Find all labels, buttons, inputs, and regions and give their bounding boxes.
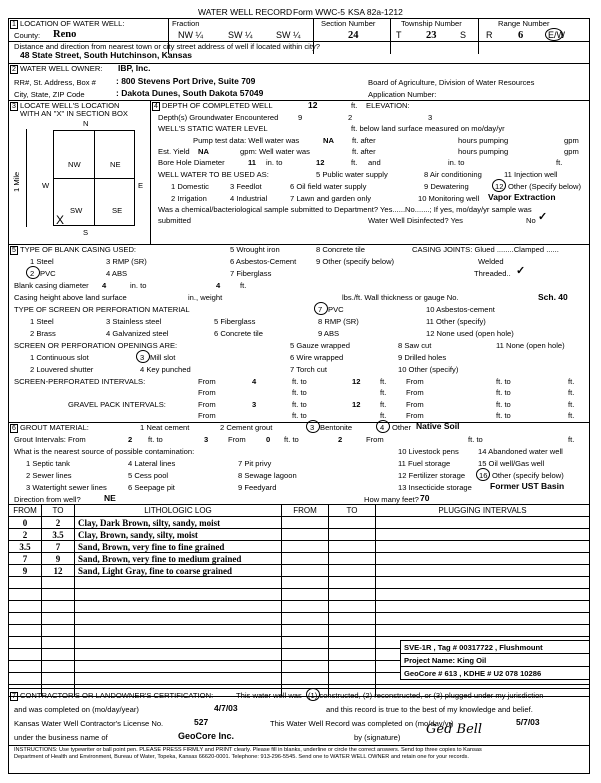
casing-9: 9 Other (specify below) <box>316 257 395 266</box>
grout-4-value: Native Soil <box>416 421 460 431</box>
street-value: : 800 Stevens Port Drive, Suite 709 <box>116 76 256 86</box>
screen-1: 1 Steel <box>30 317 54 326</box>
quarter-3: SW ¼ <box>276 30 301 40</box>
grout-4: Other <box>392 423 411 432</box>
bore-ft-2: ft. <box>556 158 563 167</box>
spi-to-label-2: ft. to <box>496 377 511 386</box>
certification-options: (1) constructed, (2) reconstructed, or (3) plugged under my jurisdiction <box>308 691 544 700</box>
row-description: Sand, Brown, very fine to fine grained <box>75 541 282 553</box>
contam-8: 8 Sewage lagoon <box>238 471 297 480</box>
contam-4: 4 Lateral lines <box>128 459 176 468</box>
spi-from-label-3: From <box>198 388 216 397</box>
table-row <box>9 577 590 589</box>
yield-na: NA <box>198 147 209 156</box>
section-4-number: 4 <box>154 103 158 110</box>
bore-value: 11 <box>248 158 257 167</box>
static-note: ft. below land surface measured on mo/day/yr <box>351 124 505 133</box>
range-label: Range Number <box>498 19 550 28</box>
street-label: RR#, St. Address, Box # <box>14 78 96 87</box>
static-label: WELL'S STATIC WATER LEVEL <box>158 124 268 133</box>
grout-3: Bentonite <box>320 423 353 432</box>
quadrant-se: SE <box>112 206 123 215</box>
screen-label: TYPE OF SCREEN OR PERFORATION MATERIAL <box>14 305 190 314</box>
distance-label: Distance and direction from nearest town or city street address of well if located within city? <box>14 42 320 51</box>
table-row <box>9 517 590 529</box>
grout-label: GROUT MATERIAL: <box>20 423 89 432</box>
table-row <box>9 553 590 565</box>
screen-7: PVC <box>328 305 344 314</box>
row-to: 7 <box>42 541 75 553</box>
bore-and: and <box>368 158 381 167</box>
contam-1: 1 Septic tank <box>26 459 70 468</box>
gp-to-value: 12 <box>352 400 361 409</box>
grout-ft: ft. <box>568 435 575 444</box>
spi-to-label-3: ft. to <box>292 388 307 397</box>
bore-in-to: in. to <box>266 158 283 167</box>
table-row <box>9 589 590 601</box>
table-row <box>9 613 590 625</box>
contam-10: 10 Livestock pens <box>398 447 459 456</box>
pump-label: Pump test data: Well water was <box>193 136 300 145</box>
grout-2: 2 Cement grout <box>220 423 273 432</box>
gp-to-label-3: ft. to <box>292 411 307 420</box>
grout-1: 1 Neat cement <box>140 423 190 432</box>
quadrant-ne: NE <box>110 160 121 169</box>
bore-to-value: 12 <box>316 158 325 167</box>
yield-hours: hours pumping <box>458 147 509 156</box>
license-label: Kansas Water Well Contractor's License No. <box>14 719 164 728</box>
spi-to-label: ft. to <box>292 377 307 386</box>
row-empty <box>376 517 590 529</box>
gp-from-label-4: From <box>406 411 424 420</box>
opening-8: 8 Saw cut <box>398 341 432 350</box>
spi-ft-3: ft. <box>380 388 387 397</box>
contamination-label: What is the nearest source of possible contamination: <box>14 447 195 456</box>
use-9: 9 Dewatering <box>424 182 469 191</box>
diameter-value: 4 <box>102 281 107 290</box>
casing-threaded: Threaded.. <box>474 269 511 278</box>
township-t: T <box>396 30 402 40</box>
license-value: 527 <box>194 717 209 727</box>
ksa-number: KSA 82a-1212 <box>348 7 403 17</box>
row-from: 0 <box>9 517 42 529</box>
contam-13: 13 Insecticide storage <box>398 483 472 492</box>
contam-15: 15 Oil well/Gas well <box>478 459 545 468</box>
contam-5: 5 Cess pool <box>128 471 169 480</box>
contam-9: 9 Feedyard <box>238 483 277 492</box>
spi-ft-4: ft. <box>568 388 575 397</box>
header-from-2: FROM <box>282 505 329 517</box>
use-5: 5 Public water supply <box>316 170 388 179</box>
row-from: 7 <box>9 553 42 565</box>
table-row <box>9 601 590 613</box>
header-to-2: TO <box>329 505 376 517</box>
row-from: 9 <box>9 565 42 577</box>
row-empty <box>329 541 376 553</box>
locate-label-1: LOCATE WELL'S LOCATION <box>20 101 120 110</box>
grout-3-number: 3 <box>310 423 315 432</box>
gp-to-label-2: ft. to <box>496 400 511 409</box>
application-label: Application Number: <box>368 90 437 99</box>
contam-16: Other (specify below) <box>492 471 564 480</box>
screen-6: 6 Concrete tile <box>214 329 263 338</box>
groundwater-3: 3 <box>428 113 433 122</box>
board-label: Board of Agriculture, Division of Water Resources <box>368 78 535 87</box>
spi-from-value: 4 <box>252 377 257 386</box>
depth-label: DEPTH OF COMPLETED WELL <box>162 101 273 110</box>
row-description: Sand, Brown, very fine to medium grained <box>75 553 282 565</box>
row-to: 2 <box>42 517 75 529</box>
spi-to-label-4: ft. to <box>496 388 511 397</box>
township-s: S <box>460 30 467 40</box>
screen-3: 3 Stainless steel <box>106 317 162 326</box>
opening-11: 11 None (open hole) <box>496 341 565 350</box>
row-from: 3.5 <box>9 541 42 553</box>
casing-2-number: 2 <box>30 269 35 278</box>
use-11: 11 Injection well <box>504 170 558 179</box>
spi-from-label-2: From <box>406 377 424 386</box>
table-row <box>9 565 590 577</box>
contam-14: 14 Abandoned water well <box>478 447 563 456</box>
submitted-label: submitted <box>158 216 191 225</box>
certification-text-1: This water well was <box>236 691 302 700</box>
height-label: Casing height above land surface <box>14 293 127 302</box>
contam-2: 2 Sewer lines <box>26 471 72 480</box>
row-empty <box>376 541 590 553</box>
section-6-number: 6 <box>12 425 16 432</box>
spi-from-label-4: From <box>406 388 424 397</box>
pump-after: ft. after <box>352 136 376 145</box>
yield-after: ft. after <box>352 147 376 156</box>
well-location-x: X <box>56 213 65 227</box>
row-from: 2 <box>9 529 42 541</box>
opening-1: 1 Continuous slot <box>30 353 89 362</box>
elevation-label: ELEVATION: <box>366 101 410 110</box>
screen-12: 12 None used (open hole) <box>426 329 514 338</box>
gp-from-label: From <box>198 400 216 409</box>
table-row <box>9 625 590 637</box>
bore-in-to-2: in. to <box>448 158 465 167</box>
use-label: WELL WATER TO BE USED AS: <box>158 170 269 179</box>
signature-label: by (signature) <box>354 733 401 742</box>
diameter-label: Blank casing diameter <box>14 281 89 290</box>
screen-2: 2 Brass <box>30 329 56 338</box>
use-12: Other (Specify below) <box>508 182 582 191</box>
quadrant-sw: SW <box>70 206 83 215</box>
quadrant-nw: NW <box>68 160 81 169</box>
pump-gpm: gpm <box>564 136 579 145</box>
row-to: 9 <box>42 553 75 565</box>
log-header-row <box>9 505 590 517</box>
screen-9: 9 ABS <box>318 329 340 338</box>
range-ew: E/W <box>548 30 565 40</box>
county-label: County: <box>14 31 41 40</box>
diameter-to-value: 4 <box>216 281 221 290</box>
howmany-value: 70 <box>420 493 430 503</box>
opening-4: 4 Key punched <box>140 365 191 374</box>
compass-s: S <box>83 228 89 237</box>
table-row <box>9 541 590 553</box>
row-empty <box>282 541 329 553</box>
water-well-record-form <box>8 6 590 776</box>
section-number-value: 24 <box>348 30 359 41</box>
section-1-number: 1 <box>12 21 16 28</box>
opening-2: 2 Louvered shutter <box>30 365 94 374</box>
opening-3-number: 3 <box>140 353 145 362</box>
gp-from-value: 3 <box>252 400 257 409</box>
completed-date: 4/7/03 <box>214 703 238 713</box>
township-label: Township Number <box>401 19 462 28</box>
screen-11: 11 Other (specify) <box>426 317 486 326</box>
gravel-label: GRAVEL PACK INTERVALS: <box>68 400 166 409</box>
township-value: 23 <box>426 30 437 41</box>
yield-gpm: gpm <box>564 147 579 156</box>
casing-1: 1 Steel <box>30 257 54 266</box>
direction-label: Direction from well? <box>14 495 81 504</box>
row-empty <box>282 565 329 577</box>
disinfected-no-check: ✓ <box>538 211 548 223</box>
location-label: LOCATION OF WATER WELL: <box>20 19 125 28</box>
opening-7: 7 Torch cut <box>290 365 328 374</box>
disinfected-label: Water Well Disinfected? Yes <box>368 216 463 225</box>
use-7: 7 Lawn and garden only <box>290 194 372 203</box>
row-description: Sand, Light Gray, fine to coarse grained <box>75 565 282 577</box>
direction-value: NE <box>104 493 116 503</box>
contam-6: 6 Seepage pit <box>128 483 175 492</box>
opening-10: 10 Other (specify) <box>398 365 459 374</box>
opening-6: 6 Wire wrapped <box>290 353 344 362</box>
use-4: 4 Industrial <box>230 194 268 203</box>
table-row <box>9 529 590 541</box>
groundwater-2: 2 <box>348 113 353 122</box>
row-description: Clay, Brown, sandy, silty, moist <box>75 529 282 541</box>
range-w-circle <box>545 28 563 41</box>
record-completed-label: This Water Well Record was completed on (mo/day/yr) <box>270 719 454 728</box>
certification-label: CONTRACTOR'S OR LANDOWNER'S CERTIFICATION: <box>20 691 214 700</box>
row-empty <box>329 553 376 565</box>
casing-6: 6 Asbestos-Cement <box>230 257 297 266</box>
screen-4: 4 Galvanized steel <box>106 329 169 338</box>
diameter-ft: ft. <box>240 281 247 290</box>
quarter-2: SW ¼ <box>228 30 253 40</box>
bore-label: Bore Hole Diameter <box>158 158 225 167</box>
wall-label: lbs./ft. Wall thickness or gauge No. <box>342 293 459 302</box>
one-mile-label: 1 Mile <box>12 171 21 192</box>
spi-ft-2: ft. <box>568 377 575 386</box>
spi-from-label: From <box>198 377 216 386</box>
casing-5: 5 Wrought iron <box>230 245 280 254</box>
casing-3: 3 RMP (SR) <box>106 257 147 266</box>
schedule-value: Sch. 40 <box>538 292 568 302</box>
contam-12: 12 Fertilizer storage <box>398 471 466 480</box>
use-12-number: 12 <box>495 182 504 191</box>
row-empty <box>329 565 376 577</box>
grout-to-2: 2 <box>338 435 343 444</box>
grout-intervals-label: Grout Intervals: From <box>14 435 86 444</box>
section-number-label: Section Number <box>321 19 376 28</box>
row-empty <box>282 517 329 529</box>
screen-8: 8 RMP (SR) <box>318 317 359 326</box>
range-r: R <box>486 30 493 40</box>
compass-n: N <box>83 119 89 128</box>
header-lithologic-log: LITHOLOGIC LOG <box>75 505 282 517</box>
gp-from-label-2: From <box>406 400 424 409</box>
contam-7: 7 Pit privy <box>238 459 272 468</box>
gp-to-label-4: ft. to <box>496 411 511 420</box>
section-5-number: 5 <box>12 247 16 254</box>
contractor-signature: Ged Bell <box>426 722 483 737</box>
grout-from-2: 0 <box>266 435 271 444</box>
contam-16-value: Former UST Basin <box>490 481 565 491</box>
grout-to-1: 3 <box>204 435 209 444</box>
section-2-number: 2 <box>12 66 16 73</box>
compass-e: E <box>138 181 144 190</box>
casing-2: PVC <box>40 269 56 278</box>
address-value: 48 State Street, South Hutchinson, Kansas <box>20 50 192 60</box>
geocore-kdhe: GeoCore # 613 , KDHE # U2 078 10286 <box>404 669 542 678</box>
use-10: 10 Monitoring well <box>418 194 480 203</box>
instructions-line-1: INSTRUCTIONS: Use typewriter or ball point pen. PLEASE PRESS FIRMLY and PRINT clearly. Please fill in blanks, underline or circle the correct answers. Send top three copies to Kansas <box>14 747 482 753</box>
grout-from-1: 2 <box>128 435 133 444</box>
opening-5: 5 Gauze wrapped <box>290 341 350 350</box>
grout-to-label-2: ft. to <box>284 435 299 444</box>
threaded-check: ✓ <box>516 265 526 277</box>
gp-from-label-3: From <box>198 411 216 420</box>
weight-label: in., weight <box>188 293 223 302</box>
use-12-value: Vapor Extraction <box>488 192 556 202</box>
groundwater-label: Depth(s) Groundwater Encountered <box>158 113 279 122</box>
spi-label: SCREEN-PERFORATED INTERVALS: <box>14 377 146 386</box>
county-value: Reno <box>53 29 77 40</box>
casing-4: 4 ABS <box>106 269 128 278</box>
contam-11: 11 Fuel storage <box>398 459 451 468</box>
use-6: 6 Oil field water supply <box>290 182 367 191</box>
yield-label: Est. Yield <box>158 147 190 156</box>
depth-value: 12 <box>308 100 318 110</box>
bacteria-label: Was a chemical/bacteriological sample submitted to Department? Yes......No.......; If yes, mo/day/yr sample was <box>158 205 532 214</box>
opening-3: Mill slot <box>150 353 176 362</box>
grout-from-label-3: From <box>366 435 384 444</box>
row-to: 3.5 <box>42 529 75 541</box>
instructions-line-2: Department of Health and Environment, Bureau of Water, Topeka, Kansas 66620-0001. Telephone: 913-296-5545. Send one to WATER WELL OWNER and retain one for your records. <box>14 754 469 760</box>
completed-label: and was completed on (mo/day/year) <box>14 705 139 714</box>
gp-ft: ft. <box>380 400 387 409</box>
business-value: GeoCore Inc. <box>178 731 235 741</box>
use-2: 2 Irrigation <box>171 194 207 203</box>
record-completed-date: 5/7/03 <box>516 717 540 727</box>
city-value: : Dakota Dunes, South Dakota 57049 <box>116 88 264 98</box>
gp-to-label: ft. to <box>292 400 307 409</box>
row-empty <box>376 553 590 565</box>
row-description: Clay, Dark Brown, silty, sandy, moist <box>75 517 282 529</box>
compass-w: W <box>42 181 50 190</box>
header-plugging: PLUGGING INTERVALS <box>376 505 590 517</box>
row-empty <box>376 529 590 541</box>
casing-label: TYPE OF BLANK CASING USED: <box>20 245 137 254</box>
grout-4-number: 4 <box>380 423 385 432</box>
contam-3: 3 Watertight sewer lines <box>26 483 107 492</box>
row-empty <box>329 517 376 529</box>
section-7-number: 7 <box>12 693 16 700</box>
contam-16-number: 16 <box>479 471 488 480</box>
row-empty <box>376 565 590 577</box>
row-to: 12 <box>42 565 75 577</box>
quarter-1: NW ¼ <box>178 30 204 40</box>
screen-5: 5 Fiberglass <box>214 317 256 326</box>
form-title: WATER WELL RECORD <box>198 7 293 17</box>
grout-to-label-3: ft. to <box>468 435 483 444</box>
business-label: under the business name of <box>14 733 108 742</box>
screen-10: 10 Asbestos-cement <box>426 305 495 314</box>
screen-7-number: 7 <box>318 305 323 314</box>
header-to: TO <box>42 505 75 517</box>
depth-ft: ft. <box>351 101 358 110</box>
yield-rest: gpm: Well water was <box>240 147 310 156</box>
use-3: 3 Feedlot <box>230 182 262 191</box>
bore-ft: ft. <box>351 158 358 167</box>
diameter-in-to: in. to <box>130 281 147 290</box>
pump-hours: hours pumping <box>458 136 509 145</box>
pump-na: NA <box>323 136 334 145</box>
row-empty <box>282 529 329 541</box>
owner-value: IBP, Inc. <box>118 63 151 73</box>
locate-label-2: WITH AN "X" IN SECTION BOX <box>20 109 128 118</box>
grout-from-label-2: From <box>228 435 246 444</box>
casing-8: 8 Concrete tile <box>316 245 365 254</box>
use-8: 8 Air conditioning <box>424 170 482 179</box>
casing-welded: Welded <box>478 257 504 266</box>
owner-label: WATER WELL OWNER: <box>20 64 103 73</box>
opening-9: 9 Drilled holes <box>398 353 447 362</box>
range-value: 6 <box>518 30 524 41</box>
row-empty <box>282 553 329 565</box>
city-label: City, State, ZIP Code <box>14 90 85 99</box>
form-number: Form WWC-5 <box>293 7 345 17</box>
use-1: 1 Domestic <box>171 182 209 191</box>
openings-label: SCREEN OR PERFORATION OPENINGS ARE: <box>14 341 178 350</box>
project-name: Project Name: King Oil <box>404 656 487 665</box>
section-3-number: 3 <box>12 103 16 110</box>
row-empty <box>329 529 376 541</box>
casing-7: 7 Fiberglass <box>230 269 272 278</box>
spi-to-value: 12 <box>352 377 361 386</box>
gp-ft-2: ft. <box>568 400 575 409</box>
disinfected-no: No <box>526 216 536 225</box>
howmany-label: How many feet? <box>364 495 419 504</box>
sve-tag: SVE-1R , Tag # 00317722 , Flushmount <box>404 643 543 652</box>
gp-ft-4: ft. <box>568 411 575 420</box>
certification-text-3: and this record is true to the best of my knowledge and belief. <box>326 705 533 714</box>
grout-to-label-1: ft. to <box>148 435 163 444</box>
gp-ft-3: ft. <box>380 411 387 420</box>
header-from: FROM <box>9 505 42 517</box>
groundwater-1: 9 <box>298 113 303 122</box>
casing-joints: CASING JOINTS: Glued ........Clamped ...... <box>412 245 559 254</box>
fraction-label: Fraction <box>172 19 200 28</box>
spi-ft: ft. <box>380 377 387 386</box>
